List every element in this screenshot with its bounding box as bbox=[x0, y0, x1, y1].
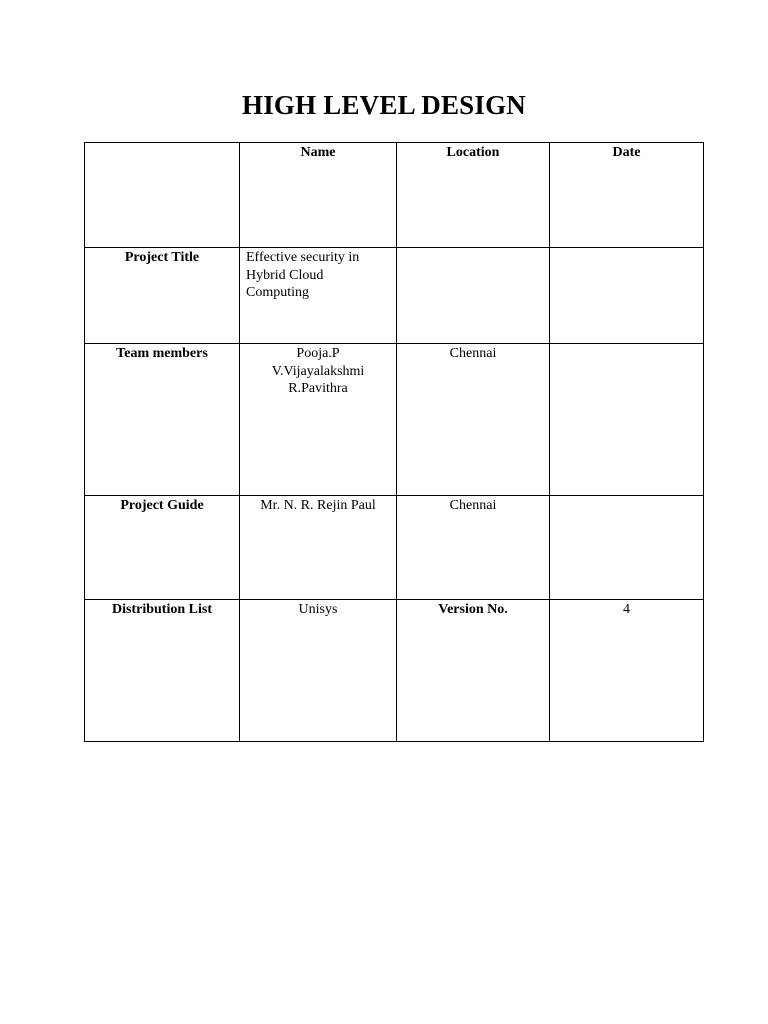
row-label-cell bbox=[85, 344, 240, 496]
table-row-team-members bbox=[85, 344, 704, 496]
project-title-location bbox=[403, 248, 543, 249]
header-location-cell bbox=[397, 143, 550, 248]
project-title-date-cell bbox=[550, 248, 704, 344]
team-members-date-cell bbox=[550, 344, 704, 496]
distribution-list-label: Distribution List bbox=[112, 602, 212, 617]
table-row-project-title bbox=[85, 248, 704, 344]
project-guide-location-cell bbox=[397, 496, 550, 600]
project-title-line-3: Computing bbox=[246, 285, 310, 300]
header-date-cell bbox=[550, 143, 704, 248]
table-header-row bbox=[85, 143, 704, 248]
header-name-label: Name bbox=[300, 145, 336, 160]
project-guide-label: Project Guide bbox=[120, 498, 204, 513]
team-members-location-cell bbox=[397, 344, 550, 496]
project-title-label: Project Title bbox=[124, 250, 200, 265]
project-title-line-1: Effective security in bbox=[246, 250, 360, 265]
project-title-location-cell bbox=[397, 248, 550, 344]
team-members-name-cell bbox=[240, 344, 397, 496]
project-title-value bbox=[246, 248, 390, 302]
version-value-cell bbox=[550, 600, 704, 742]
row-label-cell bbox=[85, 496, 240, 600]
project-title-name-cell bbox=[240, 248, 397, 344]
team-members-label: Team members bbox=[116, 346, 208, 361]
project-title-line-2: Hybrid Cloud bbox=[246, 267, 324, 283]
header-location-label: Location bbox=[446, 145, 500, 160]
team-members-date bbox=[556, 344, 697, 345]
team-member-2: V.Vijayalakshmi bbox=[271, 363, 365, 379]
header-empty-cell bbox=[85, 143, 240, 248]
header-name-cell bbox=[240, 143, 397, 248]
table-row-distribution-list bbox=[85, 600, 704, 742]
project-title-date bbox=[556, 248, 697, 249]
page-title: HIGH LEVEL DESIGN bbox=[242, 90, 526, 120]
version-label-cell bbox=[397, 600, 550, 742]
project-guide-date-cell bbox=[550, 496, 704, 600]
row-label-cell bbox=[85, 248, 240, 344]
project-guide-name-cell bbox=[240, 496, 397, 600]
project-guide-date bbox=[556, 496, 697, 497]
header-date-label: Date bbox=[612, 145, 641, 160]
version-no-value: 4 bbox=[623, 602, 630, 617]
version-no-label: Version No. bbox=[438, 602, 508, 617]
project-guide-name: Mr. N. R. Rejin Paul bbox=[260, 498, 376, 513]
hld-table bbox=[84, 142, 704, 742]
project-guide-location: Chennai bbox=[449, 498, 497, 513]
distribution-list-name: Unisys bbox=[298, 602, 338, 617]
team-member-3: R.Pavithra bbox=[288, 381, 348, 396]
team-members-list bbox=[246, 344, 390, 398]
team-members-location: Chennai bbox=[449, 346, 497, 361]
table-row-project-guide bbox=[85, 496, 704, 600]
distribution-list-name-cell bbox=[240, 600, 397, 742]
row-label-cell bbox=[85, 600, 240, 742]
team-member-1: Pooja.P bbox=[296, 346, 340, 361]
